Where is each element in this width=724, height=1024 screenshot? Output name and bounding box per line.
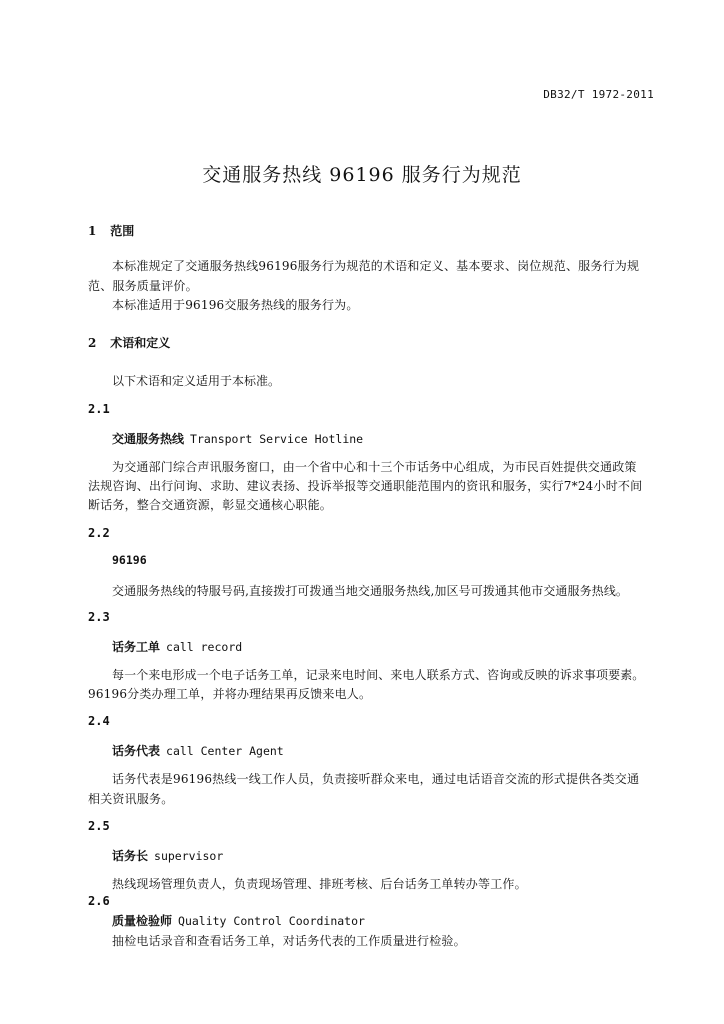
term-title	[112, 638, 242, 655]
term-en: call Center Agent	[166, 744, 284, 758]
definition-line: 断话务，整合交通资源，彰显交通核心职能。	[88, 498, 333, 512]
definition-line: 交通服务热线的特服号码,直接拨打可拨通当地交通服务热线,加区号可拨通其他市交通服务热线。	[112, 584, 629, 598]
clause-number: 2.3	[88, 610, 110, 624]
section-number: 2	[88, 336, 97, 350]
term-en: Transport Service Hotline	[190, 432, 364, 446]
term-zh: 话务代表	[112, 744, 161, 758]
term-title	[112, 553, 147, 567]
definition-line: 法规咨询、出行问询、求助、建议表扬、投诉举报等交通职能范围内的资讯和服务，实行7*24小时不间	[88, 479, 643, 493]
scope-applicability: 本标准适用于96196交服务热线的服务行为。	[112, 298, 359, 312]
definition-line: 每一个来电形成一个电子话务工单，记录来电时间、来电人联系方式、咨询或反映的诉求事项要素。	[112, 668, 645, 682]
term-zh: 话务长	[112, 849, 149, 863]
clause-number: 2.2	[88, 526, 110, 540]
section-heading-terms	[88, 334, 170, 351]
definition-line: 96196分类办理工单，并将办理结果再反馈来电人。	[88, 687, 372, 701]
section-title: 术语和定义	[110, 336, 171, 350]
clause-number: 2.6	[88, 894, 110, 908]
term-title	[112, 430, 363, 447]
scope-paragraph-line1: 本标准规定了交通服务热线96196服务行为规范的术语和定义、基本要求、岗位规范、服务行为规	[112, 259, 640, 273]
term-zh: 话务工单	[112, 640, 161, 654]
term-title	[112, 742, 284, 759]
definition-line: 热线现场管理负责人，负责现场管理、排班考核、后台话务工单转办等工作。	[112, 877, 527, 891]
standard-code: DB32/T 1972-2011	[543, 88, 654, 101]
clause-number: 2.5	[88, 819, 110, 833]
term-title	[112, 847, 223, 864]
document-title: 交通服务热线 96196 服务行为规范	[202, 164, 522, 186]
section-title: 范围	[110, 224, 135, 238]
section-heading-scope	[88, 222, 134, 239]
term-title	[112, 912, 365, 929]
definition-line: 话务代表是96196热线一线工作人员，负责接听群众来电，通过电话语音交流的形式提供各类交通	[112, 772, 640, 786]
section-number: 1	[88, 224, 97, 238]
term-zh: 质量检验师	[112, 914, 173, 928]
term-zh: 交通服务热线	[112, 432, 185, 446]
term-zh: 96196	[112, 553, 147, 567]
clause-number: 2.1	[88, 402, 110, 416]
term-en: Quality Control Coordinator	[178, 914, 365, 928]
definition-line: 相关资讯服务。	[88, 792, 174, 806]
scope-paragraph-line2: 范、服务质量评价。	[88, 279, 198, 293]
definition-line: 抽检电话录音和查看话务工单，对话务代表的工作质量进行检验。	[112, 934, 466, 948]
terms-intro: 以下术语和定义适用于本标准。	[112, 374, 281, 388]
term-en: call record	[166, 640, 243, 654]
definition-line: 为交通部门综合声讯服务窗口，由一个省中心和十三个市话务中心组成，为市民百姓提供交通政策	[112, 460, 637, 474]
clause-number: 2.4	[88, 714, 110, 728]
term-en: supervisor	[154, 849, 224, 863]
